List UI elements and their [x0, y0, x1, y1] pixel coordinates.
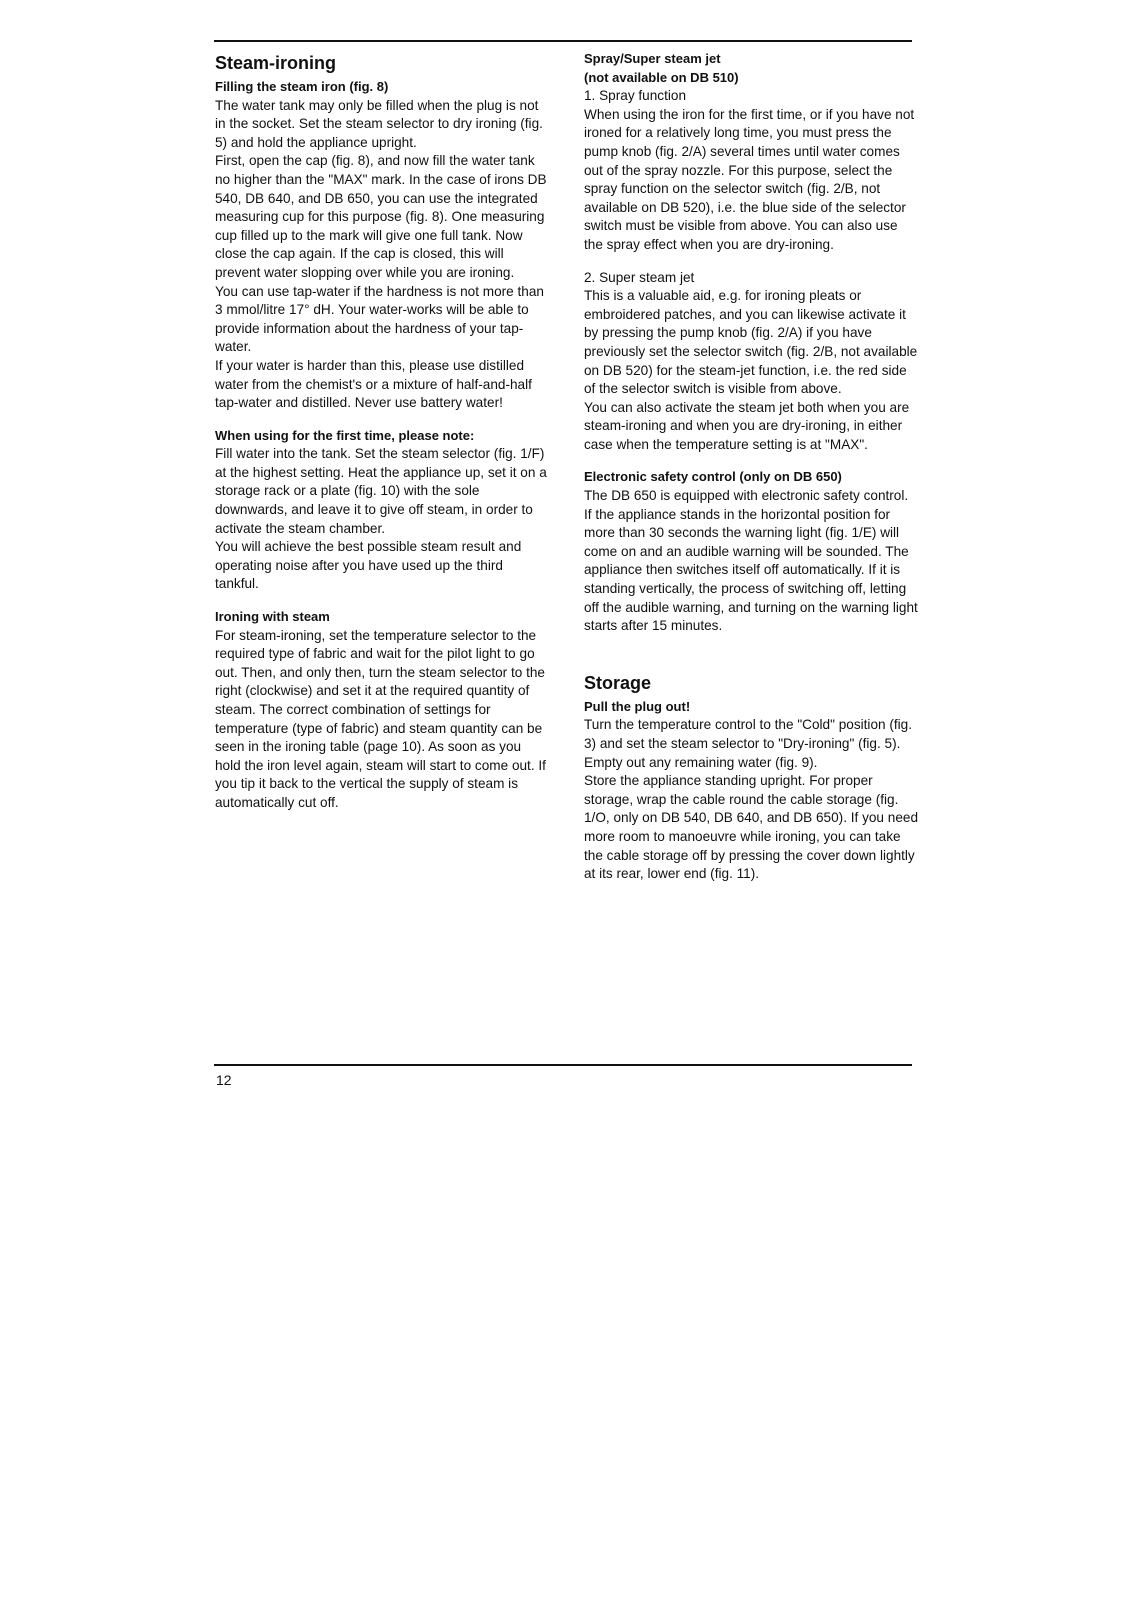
filling-heading: Filling the steam iron (fig. 8) [215, 79, 389, 94]
super-steam-paragraph-1: This is a valuable aid, e.g. for ironing pleats or embroidered patches, and you can likewise activate it by pressing the pump knob (fig. 2/A) if you have previously set the selector switch (fig. 2/B, not available on DB 520) for the steam-jet function, i.e. the red side of the selector switch is visible from above. [584, 288, 918, 397]
ironing-paragraph-1: For steam-ironing, set the temperature selector to the required type of fabric and wait for the pilot light to go out. Then, and only then, turn the steam selector to the right (clockwise) and set it at the required quantity of steam. The correct combination of settings for temperature (type of fabric) and steam quantity can be seen in the ironing table (page 10). As soon as you hold the iron level again, steam will start to come out. If you tip it back to the vertical the supply of steam is automatically cut off. [215, 627, 546, 810]
storage-paragraph-3: Store the appliance standing upright. For proper storage, wrap the cable round the cable storage (fig. 1/O, only on DB 540, DB 640, and DB 650). If you need more room to manoeuvre while ironing, you can take the cable storage off by pressing the cover down lightly at its rear, lower end (fig. 11). [584, 773, 919, 882]
right-column [584, 50, 918, 884]
first-time-heading: When using for the first time, please note: [215, 427, 475, 443]
storage-paragraph-1: Turn the temperature control to the "Cold" position (fig. 3) and set the steam selector to "Dry-ironing" (fig. 5). [584, 717, 913, 751]
first-time-paragraph-2: You will achieve the best possible steam result and operating noise after you have used up the third tankful. [215, 539, 522, 592]
ironing-heading: Ironing with steam [215, 609, 330, 625]
top-rule [214, 40, 912, 42]
spray-heading-line-1: Spray/Super steam jet [584, 51, 721, 66]
spray-paragraph-1: When using the iron for the first time, or if you have not ironed for a relatively long time, you must press the pump knob (fig. 2/A) several times until water comes out of the spray nozzle. For this purpose, select the spray function on the selector switch (fig. 2/B, not available on DB 520), i.e. the blue side of the selector switch must be visible from above. You can also use the spray effect when you are dry-ironing. [584, 106, 915, 252]
safety-heading: Electronic safety control (only on DB 650) [584, 469, 842, 485]
bottom-rule [214, 1064, 912, 1066]
filling-paragraph-4: If your water is harder than this, please use distilled water from the chemist's or a mixture of half-and-half tap-water and distilled. Never use battery water! [215, 357, 532, 411]
first-time-paragraph-1: Fill water into the tank. Set the steam selector (fig. 1/F) at the highest setting. Heat the appliance up, set it on a storage rack or a plate (fig. 10) with the sole downwards, and leave it to give off steam, in order to activate the steam chamber. [215, 446, 547, 536]
section-title-steam-ironing: Steam-ironing [215, 53, 337, 73]
storage-paragraph-2: Empty out any remaining water (fig. 9). [584, 754, 818, 770]
safety-paragraph-1: The DB 650 is equipped with electronic safety control. If the appliance stands in the horizontal position for more than 30 seconds the warning light (fig. 1/E) will come on and an audible warning will be sounded. The appliance then switches itself off automatically. If it is standing vertically, the process of switching off, letting off the audible warning, and turning on the warning light starts after 15 minutes. [584, 488, 918, 634]
section-title-storage: Storage [584, 672, 652, 693]
super-steam-paragraph-2: You can also activate the steam jet both when you are steam-ironing and when you are dry-ironing, in either case when the temperature setting is at "MAX". [584, 399, 910, 452]
spray-heading-line-2: (not available on DB 510) [584, 69, 739, 85]
filling-paragraph-1: The water tank may only be filled when the plug is not in the socket. Set the steam selector to dry ironing (fig. 5) and hold the appliance upright. [215, 97, 543, 150]
left-column [215, 50, 549, 813]
filling-paragraph-3: You can use tap-water if the hardness is not more than 3 mmol/litre 17° dH. Your water-works will be able to provide information about the hardness of your tap-water. [215, 283, 544, 355]
storage-heading: Pull the plug out! [584, 698, 691, 714]
spray-subheading: 1. Spray function [584, 88, 687, 104]
page-number: 12 [216, 1072, 232, 1088]
filling-paragraph-2: First, open the cap (fig. 8), and now fill the water tank no higher than the "MAX" mark. In the case of irons DB 540, DB 640, and DB 650, you can use the integrated measuring cup for this purpose (fig. 8). One measuring cup filled up to the mark will give one full tank. Now close the cap again. If the cap is closed, this will prevent water slopping over while you are ironing. [215, 153, 547, 280]
super-steam-subheading: 2. Super steam jet [584, 269, 695, 285]
